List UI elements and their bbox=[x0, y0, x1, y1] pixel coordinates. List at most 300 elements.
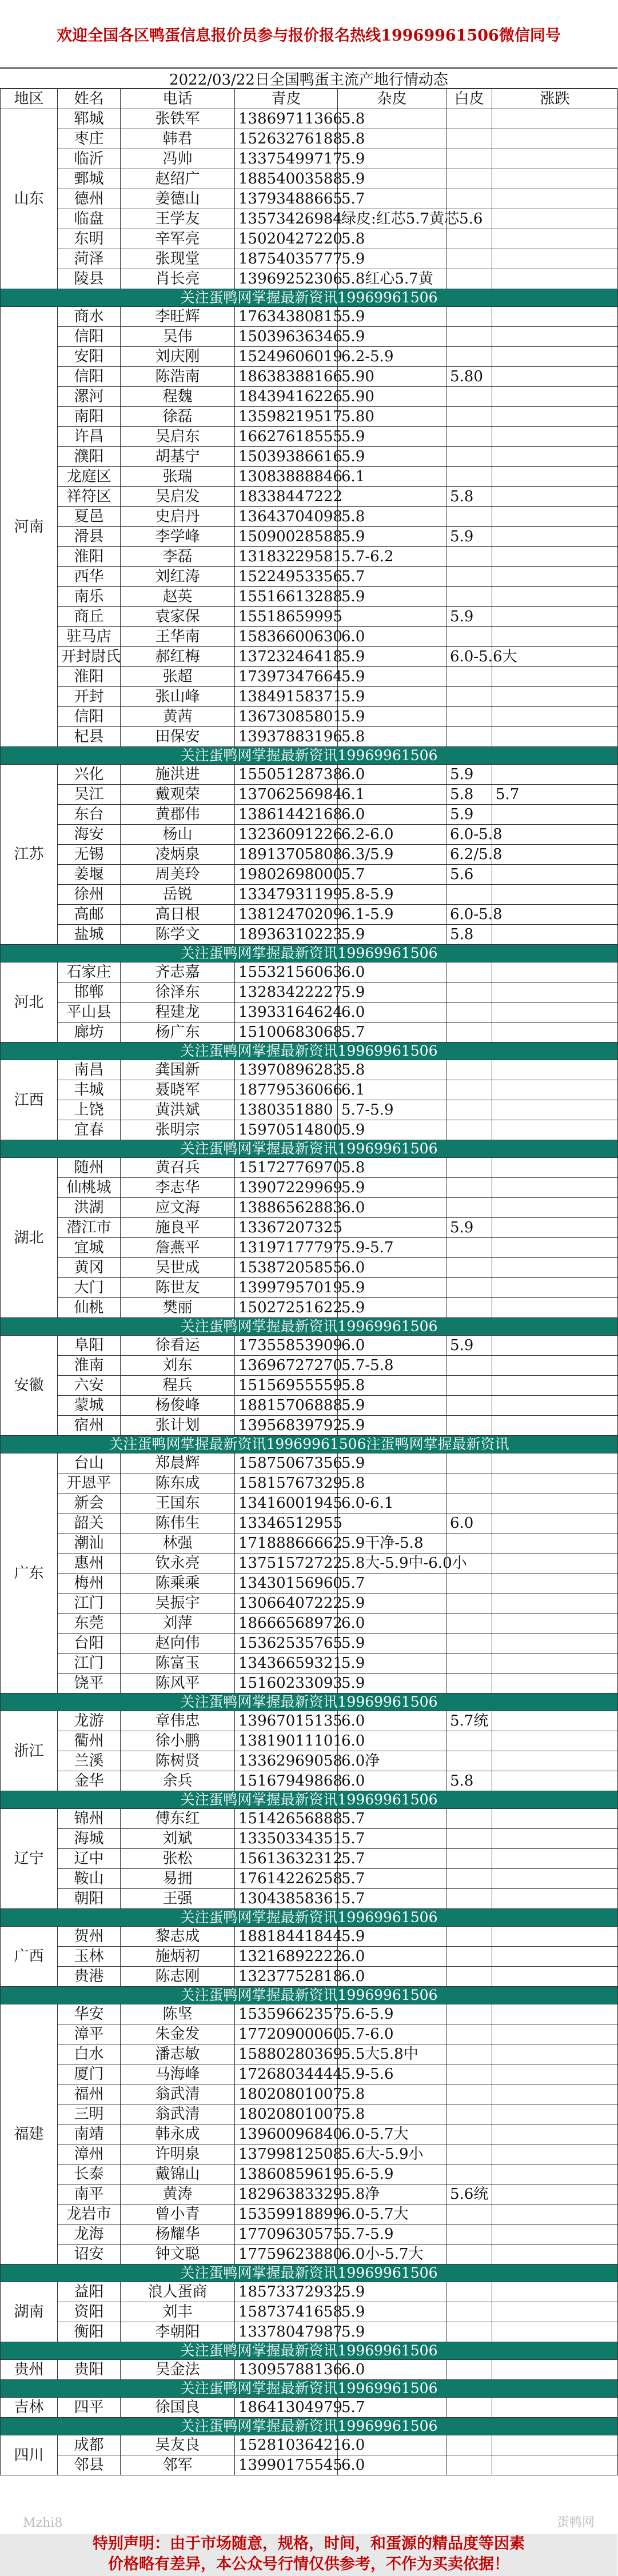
separator-text: 关注蛋鸭网掌握最新资讯19969961506 bbox=[1, 2265, 618, 2282]
separator-row bbox=[1, 289, 618, 307]
phone-cell: 15505128738 bbox=[235, 765, 338, 785]
mixed-price-cell bbox=[446, 1060, 492, 1080]
table-row bbox=[1, 1614, 618, 1634]
banner: 欢迎全国各区鸭蛋信息报价员参与报价报名热线19969961506微信同号 bbox=[0, 0, 617, 69]
phone-cell: 15873741658 bbox=[235, 2302, 338, 2322]
name-cell: 陈志刚 bbox=[121, 1967, 235, 1987]
phone-cell: 15167949868 bbox=[235, 1771, 338, 1791]
city-cell: 江门 bbox=[58, 1654, 121, 1674]
mixed-price-cell bbox=[446, 2004, 492, 2024]
white-price-cell bbox=[492, 249, 618, 269]
mixed-price-cell bbox=[446, 169, 492, 189]
table-row bbox=[1, 2184, 618, 2204]
name-cell: 黎志成 bbox=[121, 1927, 235, 1947]
table-row bbox=[1, 2455, 618, 2475]
separator-row bbox=[1, 2342, 618, 2360]
header-row bbox=[1, 89, 618, 109]
mixed-price-cell bbox=[446, 2302, 492, 2322]
table-row bbox=[1, 1809, 618, 1829]
green-price-cell: 5.7-6.2 bbox=[338, 547, 446, 567]
white-price-cell bbox=[492, 209, 618, 229]
separator-row bbox=[1, 945, 618, 962]
mixed-price-cell: 5.8 bbox=[446, 487, 492, 507]
name-cell: 胡基宁 bbox=[121, 447, 235, 467]
mixed-price-cell: 5.9 bbox=[446, 765, 492, 785]
table-row bbox=[1, 407, 618, 427]
city-cell: 新会 bbox=[58, 1493, 121, 1513]
phone-cell: 15160233093 bbox=[235, 1674, 338, 1694]
name-cell: 林强 bbox=[121, 1533, 235, 1553]
white-price-cell bbox=[492, 1593, 618, 1614]
green-price-cell: 5.6大-5.9小 bbox=[338, 2144, 446, 2164]
white-price-cell bbox=[492, 307, 618, 327]
phone-cell: 17397347664 bbox=[235, 667, 338, 687]
mixed-price-cell bbox=[446, 2244, 492, 2265]
white-price-cell bbox=[492, 1278, 618, 1298]
table-row bbox=[1, 447, 618, 467]
phone-cell: 15359918899 bbox=[235, 2204, 338, 2224]
white-price-cell bbox=[492, 765, 618, 785]
name-cell: 翁武清 bbox=[121, 2104, 235, 2124]
city-cell: 蒙城 bbox=[58, 1396, 121, 1416]
phone-cell: 13283422227 bbox=[235, 983, 338, 1003]
green-price-cell bbox=[338, 607, 446, 627]
white-price-cell bbox=[492, 467, 618, 487]
name-cell: 聂晓军 bbox=[121, 1080, 235, 1100]
name-cell: 辛军亮 bbox=[121, 229, 235, 249]
green-price-cell: 5.7-5.9 bbox=[338, 1100, 446, 1120]
name-cell: 王学友 bbox=[121, 209, 235, 229]
table-row bbox=[1, 805, 618, 825]
mixed-price-cell bbox=[446, 2435, 492, 2455]
phone-cell: 13236091226 bbox=[235, 825, 338, 845]
region-cell: 吉林 bbox=[1, 2398, 58, 2418]
city-cell: 商水 bbox=[58, 307, 121, 327]
phone-cell: 18754035777 bbox=[235, 249, 338, 269]
city-cell: 贺州 bbox=[58, 1927, 121, 1947]
disclaimer-line-1: 特别声明：由于市场随意，规格，时间，和蛋源的精品度等因素 bbox=[93, 2535, 525, 2553]
mixed-price-cell bbox=[446, 962, 492, 983]
mixed-price-cell bbox=[446, 1080, 492, 1100]
green-price-cell: 6.1 bbox=[338, 785, 446, 805]
city-cell: 鞍山 bbox=[58, 1869, 121, 1889]
table-row bbox=[1, 1573, 618, 1593]
city-cell: 宿州 bbox=[58, 1416, 121, 1436]
table-row bbox=[1, 367, 618, 387]
green-price-cell: 5.9 bbox=[338, 983, 446, 1003]
green-price-cell: 5.9 bbox=[338, 1593, 446, 1614]
name-cell: 黄召兵 bbox=[121, 1158, 235, 1178]
table-row bbox=[1, 627, 618, 647]
phone-cell: 13083888846 bbox=[235, 467, 338, 487]
mixed-price-cell bbox=[446, 2024, 492, 2044]
mixed-price-cell bbox=[446, 347, 492, 367]
phone-cell: 13970896283 bbox=[235, 1060, 338, 1080]
name-cell: 陈富玉 bbox=[121, 1654, 235, 1674]
city-cell: 开恩平 bbox=[58, 1473, 121, 1493]
name-cell: 徐泽东 bbox=[121, 983, 235, 1003]
name-cell: 朱金发 bbox=[121, 2024, 235, 2044]
green-price-cell: 5.9干净-5.8 bbox=[338, 1533, 446, 1553]
name-cell: 张铁军 bbox=[121, 109, 235, 129]
mixed-price-cell bbox=[446, 1453, 492, 1473]
name-cell: 姜德山 bbox=[121, 189, 235, 209]
green-price-cell: 5.8净 bbox=[338, 2184, 446, 2204]
name-cell: 吴振宇 bbox=[121, 1593, 235, 1614]
separator-row bbox=[1, 1909, 618, 1927]
separator-row bbox=[1, 2265, 618, 2282]
table-row bbox=[1, 1533, 618, 1553]
separator-row bbox=[1, 2418, 618, 2435]
table-row bbox=[1, 2322, 618, 2342]
city-cell: 龙游 bbox=[58, 1711, 121, 1731]
name-cell: 杨山 bbox=[121, 825, 235, 845]
name-cell: 赵绍广 bbox=[121, 169, 235, 189]
table-row bbox=[1, 647, 618, 667]
mixed-price-cell bbox=[446, 1947, 492, 1967]
name-cell: 徐小鹏 bbox=[121, 1731, 235, 1751]
city-cell: 龙海 bbox=[58, 2224, 121, 2244]
name-cell: 韩君 bbox=[121, 129, 235, 149]
name-cell: 潘志敏 bbox=[121, 2044, 235, 2064]
white-price-cell bbox=[492, 149, 618, 169]
green-price-cell: 5.7 bbox=[338, 1889, 446, 1909]
city-cell: 玉林 bbox=[58, 1947, 121, 1967]
table-row bbox=[1, 427, 618, 447]
phone-cell: 16627618555 bbox=[235, 427, 338, 447]
city-cell: 信阳 bbox=[58, 367, 121, 387]
name-cell: 吴启东 bbox=[121, 427, 235, 447]
region-cell: 安徽 bbox=[1, 1336, 58, 1436]
table-row bbox=[1, 209, 618, 229]
white-price-cell bbox=[492, 1198, 618, 1218]
table-row bbox=[1, 785, 618, 805]
table-row bbox=[1, 567, 618, 587]
city-cell: 衢州 bbox=[58, 1731, 121, 1751]
name-cell: 刘红涛 bbox=[121, 567, 235, 587]
white-price-cell bbox=[492, 1453, 618, 1473]
green-price-cell: 5.8 bbox=[338, 229, 446, 249]
city-cell: 南乐 bbox=[58, 587, 121, 607]
table-row bbox=[1, 1120, 618, 1140]
city-cell: 三明 bbox=[58, 2104, 121, 2124]
phone-cell: 13969252306 bbox=[235, 269, 338, 289]
mixed-price-cell bbox=[446, 2044, 492, 2064]
separator-row bbox=[1, 1791, 618, 1809]
phone-cell: 13869711366 bbox=[235, 109, 338, 129]
name-cell: 陈学文 bbox=[121, 925, 235, 945]
green-price-cell: 5.7 bbox=[338, 1023, 446, 1043]
city-cell: 仙桃城 bbox=[58, 1178, 121, 1198]
green-price-cell: 5.8 bbox=[338, 2104, 446, 2124]
table-row bbox=[1, 327, 618, 347]
phone-cell: 15875067356 bbox=[235, 1453, 338, 1473]
city-cell: 漯河 bbox=[58, 387, 121, 407]
green-price-cell: 5.9 bbox=[338, 1654, 446, 1674]
green-price-cell: 5.9 bbox=[338, 249, 446, 269]
name-cell: 应文海 bbox=[121, 1198, 235, 1218]
mixed-price-cell: 6.0-5.8 bbox=[446, 905, 492, 925]
phone-cell: 15263276188 bbox=[235, 129, 338, 149]
city-cell: 东莞 bbox=[58, 1614, 121, 1634]
mixed-price-cell: 6.0-5.6大 bbox=[446, 647, 492, 667]
green-price-cell: 5.8 bbox=[338, 727, 446, 747]
mixed-price-cell bbox=[446, 2322, 492, 2342]
white-price-cell bbox=[492, 507, 618, 527]
name-cell: 王华南 bbox=[121, 627, 235, 647]
white-price-cell bbox=[492, 129, 618, 149]
green-price-cell: 6.0 bbox=[338, 2435, 446, 2455]
phone-cell: 15142656888 bbox=[235, 1809, 338, 1829]
city-cell: 潮汕 bbox=[58, 1533, 121, 1553]
white-price-cell bbox=[492, 1158, 618, 1178]
green-price-cell: 5.8大-5.9中-6.0小 bbox=[338, 1553, 446, 1573]
name-cell: 陈乘乘 bbox=[121, 1573, 235, 1593]
phone-cell: 18913705808 bbox=[235, 845, 338, 865]
region-cell: 辽宁 bbox=[1, 1809, 58, 1909]
mixed-price-cell bbox=[446, 1298, 492, 1318]
mixed-price-cell bbox=[446, 1849, 492, 1869]
table-row bbox=[1, 2435, 618, 2455]
white-price-cell bbox=[492, 2204, 618, 2224]
green-price-cell: 6.0 bbox=[338, 2360, 446, 2380]
name-cell: 吴友良 bbox=[121, 2435, 235, 2455]
green-price-cell: 6.0 bbox=[338, 1258, 446, 1278]
phone-cell: 18020801007 bbox=[235, 2084, 338, 2104]
table-row bbox=[1, 1060, 618, 1080]
white-price-cell: 5.7 bbox=[492, 785, 618, 805]
green-price-cell: 6.0-5.7大 bbox=[338, 2204, 446, 2224]
name-cell: 杨俊峰 bbox=[121, 1396, 235, 1416]
mixed-price-cell: 6.0-5.8 bbox=[446, 825, 492, 845]
mixed-price-cell bbox=[446, 307, 492, 327]
green-price-cell: 5.9 bbox=[338, 447, 446, 467]
green-price-cell: 6.0 bbox=[338, 1336, 446, 1356]
green-price-cell: 5.7-6.0 bbox=[338, 2024, 446, 2044]
table-row bbox=[1, 2398, 618, 2418]
mixed-price-cell bbox=[446, 1376, 492, 1396]
name-cell: 张山峰 bbox=[121, 687, 235, 707]
white-price-cell bbox=[492, 2064, 618, 2084]
mixed-price-cell: 5.9 bbox=[446, 527, 492, 547]
city-cell: 益阳 bbox=[58, 2282, 121, 2302]
name-cell: 易拥 bbox=[121, 1869, 235, 1889]
green-price-cell bbox=[338, 1513, 446, 1533]
table-row bbox=[1, 269, 618, 289]
city-cell: 衡阳 bbox=[58, 2322, 121, 2342]
green-price-cell: 6.0 bbox=[338, 2455, 446, 2475]
city-cell: 辽中 bbox=[58, 1849, 121, 1869]
white-price-cell bbox=[492, 1614, 618, 1634]
green-price-cell: 5.8 bbox=[338, 507, 446, 527]
mixed-price-cell bbox=[446, 727, 492, 747]
white-price-cell bbox=[492, 1023, 618, 1043]
phone-cell: 13819011101 bbox=[235, 1731, 338, 1751]
green-price-cell: 绿皮:红芯5.7黄芯5.6 bbox=[338, 209, 446, 229]
phone-cell: 1380351880 bbox=[235, 1100, 338, 1120]
mixed-price-cell: 5.9 bbox=[446, 805, 492, 825]
green-price-cell: 5.9 bbox=[338, 169, 446, 189]
city-cell: 徐州 bbox=[58, 885, 121, 905]
green-price-cell: 6.0 bbox=[338, 805, 446, 825]
mixed-price-cell bbox=[446, 1573, 492, 1593]
green-price-cell: 6.0 bbox=[338, 1711, 446, 1731]
city-cell: 南昌 bbox=[58, 1060, 121, 1080]
green-price-cell: 5.9 bbox=[338, 707, 446, 727]
table-row bbox=[1, 307, 618, 327]
name-cell: 田保安 bbox=[121, 727, 235, 747]
separator-row bbox=[1, 1694, 618, 1711]
city-cell: 南阳 bbox=[58, 407, 121, 427]
city-cell: 枣庄 bbox=[58, 129, 121, 149]
mixed-price-cell bbox=[446, 447, 492, 467]
city-cell: 海城 bbox=[58, 1829, 121, 1849]
green-price-cell bbox=[338, 487, 446, 507]
table-row bbox=[1, 2164, 618, 2184]
phone-cell: 15090028588 bbox=[235, 527, 338, 547]
table-row bbox=[1, 1731, 618, 1751]
mixed-price-cell bbox=[446, 1238, 492, 1258]
green-price-cell: 6.0 bbox=[338, 1614, 446, 1634]
mixed-price-cell: 5.8 bbox=[446, 1771, 492, 1791]
mixed-price-cell bbox=[446, 1533, 492, 1553]
white-price-cell bbox=[492, 1731, 618, 1751]
watermark-left: Mzhi8 bbox=[23, 2516, 63, 2530]
mixed-price-cell bbox=[446, 1178, 492, 1198]
white-price-cell bbox=[492, 447, 618, 467]
mixed-price-cell bbox=[446, 189, 492, 209]
city-cell: 长泰 bbox=[58, 2164, 121, 2184]
green-price-cell: 5.9 bbox=[338, 427, 446, 447]
name-cell: 章伟忠 bbox=[121, 1711, 235, 1731]
separator-row bbox=[1, 1043, 618, 1060]
name-cell: 傅东红 bbox=[121, 1809, 235, 1829]
green-price-cell: 5.9 bbox=[338, 925, 446, 945]
disclaimer-footer bbox=[0, 2534, 617, 2576]
city-cell: 宜春 bbox=[58, 1120, 121, 1140]
table-row bbox=[1, 1674, 618, 1694]
white-price-cell bbox=[492, 1809, 618, 1829]
green-price-cell: 5.90 bbox=[338, 387, 446, 407]
green-price-cell: 6.0小-5.7大 bbox=[338, 2244, 446, 2265]
mixed-price-cell bbox=[446, 1751, 492, 1771]
green-price-cell: 5.7 bbox=[338, 1849, 446, 1869]
white-price-cell bbox=[492, 269, 618, 289]
city-cell: 梅州 bbox=[58, 1573, 121, 1593]
city-cell: 黄冈 bbox=[58, 1258, 121, 1278]
white-price-cell bbox=[492, 1654, 618, 1674]
white-price-cell bbox=[492, 2024, 618, 2044]
green-price-cell: 5.9 bbox=[338, 2282, 446, 2302]
green-price-cell: 6.1 bbox=[338, 467, 446, 487]
table-row bbox=[1, 1889, 618, 1909]
name-cell: 许明泉 bbox=[121, 2144, 235, 2164]
green-price-cell: 5.7 bbox=[338, 865, 446, 885]
mixed-price-cell bbox=[446, 2124, 492, 2144]
white-price-cell bbox=[492, 1751, 618, 1771]
name-cell: 程兵 bbox=[121, 1376, 235, 1396]
table-row bbox=[1, 2204, 618, 2224]
table-row bbox=[1, 249, 618, 269]
green-price-cell: 6.0 bbox=[338, 1967, 446, 1987]
city-cell: 姜堰 bbox=[58, 865, 121, 885]
white-price-cell bbox=[492, 2084, 618, 2104]
table-row bbox=[1, 727, 618, 747]
mixed-price-cell bbox=[446, 327, 492, 347]
table-row bbox=[1, 962, 618, 983]
white-price-cell bbox=[492, 885, 618, 905]
separator-text: 关注蛋鸭网掌握最新资讯19969961506 bbox=[1, 1318, 618, 1336]
city-cell: 阜阳 bbox=[58, 1336, 121, 1356]
name-cell: 张松 bbox=[121, 1849, 235, 1869]
phone-cell: 17188866662 bbox=[235, 1533, 338, 1553]
table-row bbox=[1, 149, 618, 169]
city-cell: 白水 bbox=[58, 2044, 121, 2064]
mixed-price-cell bbox=[446, 2204, 492, 2224]
city-cell: 朝阳 bbox=[58, 1889, 121, 1909]
city-cell: 海安 bbox=[58, 825, 121, 845]
mixed-price-cell bbox=[446, 2164, 492, 2184]
header-cell: 姓名 bbox=[58, 89, 121, 109]
city-cell: 石家庄 bbox=[58, 962, 121, 983]
phone-cell: 13416001945 bbox=[235, 1493, 338, 1513]
table-row bbox=[1, 2004, 618, 2024]
table-row bbox=[1, 2084, 618, 2104]
green-price-cell: 6.0净 bbox=[338, 1751, 446, 1771]
green-price-cell: 5.9 bbox=[338, 1634, 446, 1654]
table-row bbox=[1, 387, 618, 407]
table-row bbox=[1, 825, 618, 845]
phone-cell: 15362535765 bbox=[235, 1634, 338, 1654]
city-cell: 四平 bbox=[58, 2398, 121, 2418]
phone-cell: 13362969058 bbox=[235, 1751, 338, 1771]
table-row bbox=[1, 1453, 618, 1473]
mixed-price-cell: 5.8 bbox=[446, 925, 492, 945]
white-price-cell bbox=[492, 527, 618, 547]
name-cell: 黄洪斌 bbox=[121, 1100, 235, 1120]
phone-cell: 13183229581 bbox=[235, 547, 338, 567]
white-price-cell bbox=[492, 1634, 618, 1654]
white-price-cell bbox=[492, 2435, 618, 2455]
phone-cell: 18020801007 bbox=[235, 2104, 338, 2124]
mixed-price-cell bbox=[446, 507, 492, 527]
mixed-price-cell bbox=[446, 1278, 492, 1298]
mixed-price-cell bbox=[446, 587, 492, 607]
separator-text: 关注蛋鸭网掌握最新资讯19969961506 bbox=[1, 2418, 618, 2435]
name-cell: 黄郡伟 bbox=[121, 805, 235, 825]
name-cell: 徐磊 bbox=[121, 407, 235, 427]
green-price-cell: 5.7 bbox=[338, 1869, 446, 1889]
page-title: 2022/03/22日全国鸭蛋主流产地行情动态 bbox=[0, 69, 617, 89]
city-cell: 鄄城 bbox=[58, 169, 121, 189]
mixed-price-cell bbox=[446, 467, 492, 487]
city-cell: 杞县 bbox=[58, 727, 121, 747]
green-price-cell: 6.1 bbox=[338, 1080, 446, 1100]
region-cell: 浙江 bbox=[1, 1711, 58, 1791]
separator-row bbox=[1, 1140, 618, 1158]
white-price-cell bbox=[492, 1513, 618, 1533]
green-price-cell: 6.1-5.9 bbox=[338, 905, 446, 925]
city-cell: 兰溪 bbox=[58, 1751, 121, 1771]
mixed-price-cell bbox=[446, 1654, 492, 1674]
city-cell: 台阳 bbox=[58, 1634, 121, 1654]
green-price-cell: 5.7 bbox=[338, 567, 446, 587]
mixed-price-cell bbox=[446, 2144, 492, 2164]
table-row bbox=[1, 1593, 618, 1614]
mixed-price-cell bbox=[446, 2104, 492, 2124]
mixed-price-cell bbox=[446, 387, 492, 407]
green-price-cell: 5.9 bbox=[338, 327, 446, 347]
